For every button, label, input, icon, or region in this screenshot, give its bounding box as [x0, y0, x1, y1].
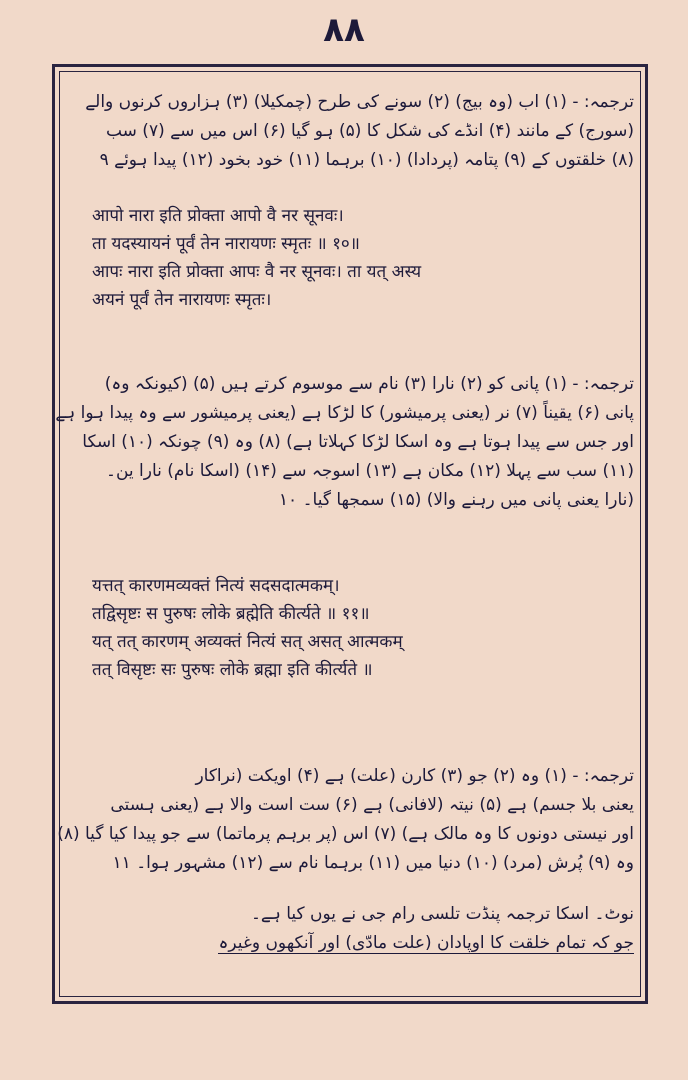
translation-line: اور نیستی دونوں کا وہ مالک ہے) (۷) اس (پر برہم پرماتما) سے جو پیدا کیا گیا (۸) — [57, 824, 634, 844]
verse-line: आपः नारा इति प्रोक्ता आपः वै नर सूनवः। ता यत् अस्य — [92, 262, 422, 282]
verse-line: ता यदस्यायनं पूर्वं तेन नारायणः स्मृतः ॥ १०॥ — [92, 234, 360, 254]
urdu-translation-3 — [57, 762, 636, 878]
note-underlined-text: جو کہ تمام خلقت کا اوپادان (علت مادّی) اور آنکھوں وغیرہ — [218, 933, 634, 953]
translator-note — [64, 900, 636, 958]
verse-line: तत् विसृष्टः सः पुरुषः लोके ब्रह्मा इति कीर्त्यते ॥ — [92, 660, 373, 680]
translation-line: (۱۱) سب سے پہلا (۱۲) مکان ہے (۱۳) اسوجہ سے (۱۴) (اسکا نام) نارا ین۔ — [106, 461, 634, 481]
verse-line: यत्तत् कारणमव्यक्तं नित्यं सदसदात्मकम्। — [92, 576, 340, 596]
translation-line: پانی (۶) یقیناً (۷) نر (یعنی پرمیشور) کا لڑکا ہے (یعنی پرمیشور سے وہ پیدا ہوا ہے — [55, 403, 634, 423]
sanskrit-verse-11 — [64, 572, 636, 684]
note-line: نوٹ۔ اسکا ترجمہ پنڈت تلسی رام جی نے یوں کیا ہے۔ — [250, 904, 634, 924]
translation-line: یعنی بلا جسم) ہے (۵) نیتہ (لافانی) ہے (۶) ست است والا ہے (یعنی ہستی — [110, 795, 634, 815]
translation-line: اور جس سے پیدا ہوتا ہے وہ اسکا لڑکا کہلاتا ہے) (۸) وہ (۹) چونکہ (۱۰) اسکا — [82, 432, 634, 452]
translation-line: ترجمہ: - (۱) پانی کو (۲) نارا (۳) نام سے موسوم کرتے ہیں (۵) (کیونکہ وہ) — [104, 374, 634, 394]
translation-line: (۸) خلقتوں کے (۹) پتامہ (پردادا) (۱۰) برہما (۱۱) خود بخود (۱۲) پیدا ہوئے ۹ — [99, 150, 634, 170]
sanskrit-verse-10 — [64, 202, 636, 314]
translation-line: وہ (۹) پُرش (مرد) (۱۰) دنیا میں (۱۱) برہما نام سے (۱۲) مشہور ہوا۔ ۱۱ — [112, 853, 634, 873]
verse-line: यत् तत् कारणम् अव्यक्तं नित्यं सत् असत् आत्मकम् — [92, 632, 403, 652]
note-line — [64, 929, 636, 958]
urdu-translation-1 — [64, 88, 636, 175]
page-number: ۸۸ — [323, 10, 365, 50]
translation-line: (نارا یعنی پانی میں رہنے والا) (۱۵) سمجھا گیا۔ ۱۰ — [278, 490, 634, 510]
verse-line: अयनं पूर्वं तेन नारायणः स्मृतः। — [92, 290, 272, 310]
urdu-translation-2 — [55, 370, 636, 515]
verse-line: तद्विसृष्टः स पुरुषः लोके ब्रह्मेति कीर्त्यते ॥ ११॥ — [92, 604, 370, 624]
translation-line: ترجمہ: - (۱) وہ (۲) جو (۳) کارن (علت) ہے (۴) اویکت (نراکار — [195, 766, 634, 786]
verse-line: आपो नारा इति प्रोक्ता आपो वै नर सूनवः। — [92, 206, 344, 226]
translation-line: ترجمہ: - (۱) اب (وہ بیج) (۲) سونے کی طرح (چمکیلا) (۳) ہزاروں کرنوں والے — [85, 92, 634, 112]
translation-line: (سورج) کے مانند (۴) انڈے کی شکل کا (۵) ہو گیا (۶) اس میں سے (۷) سب — [105, 121, 634, 141]
